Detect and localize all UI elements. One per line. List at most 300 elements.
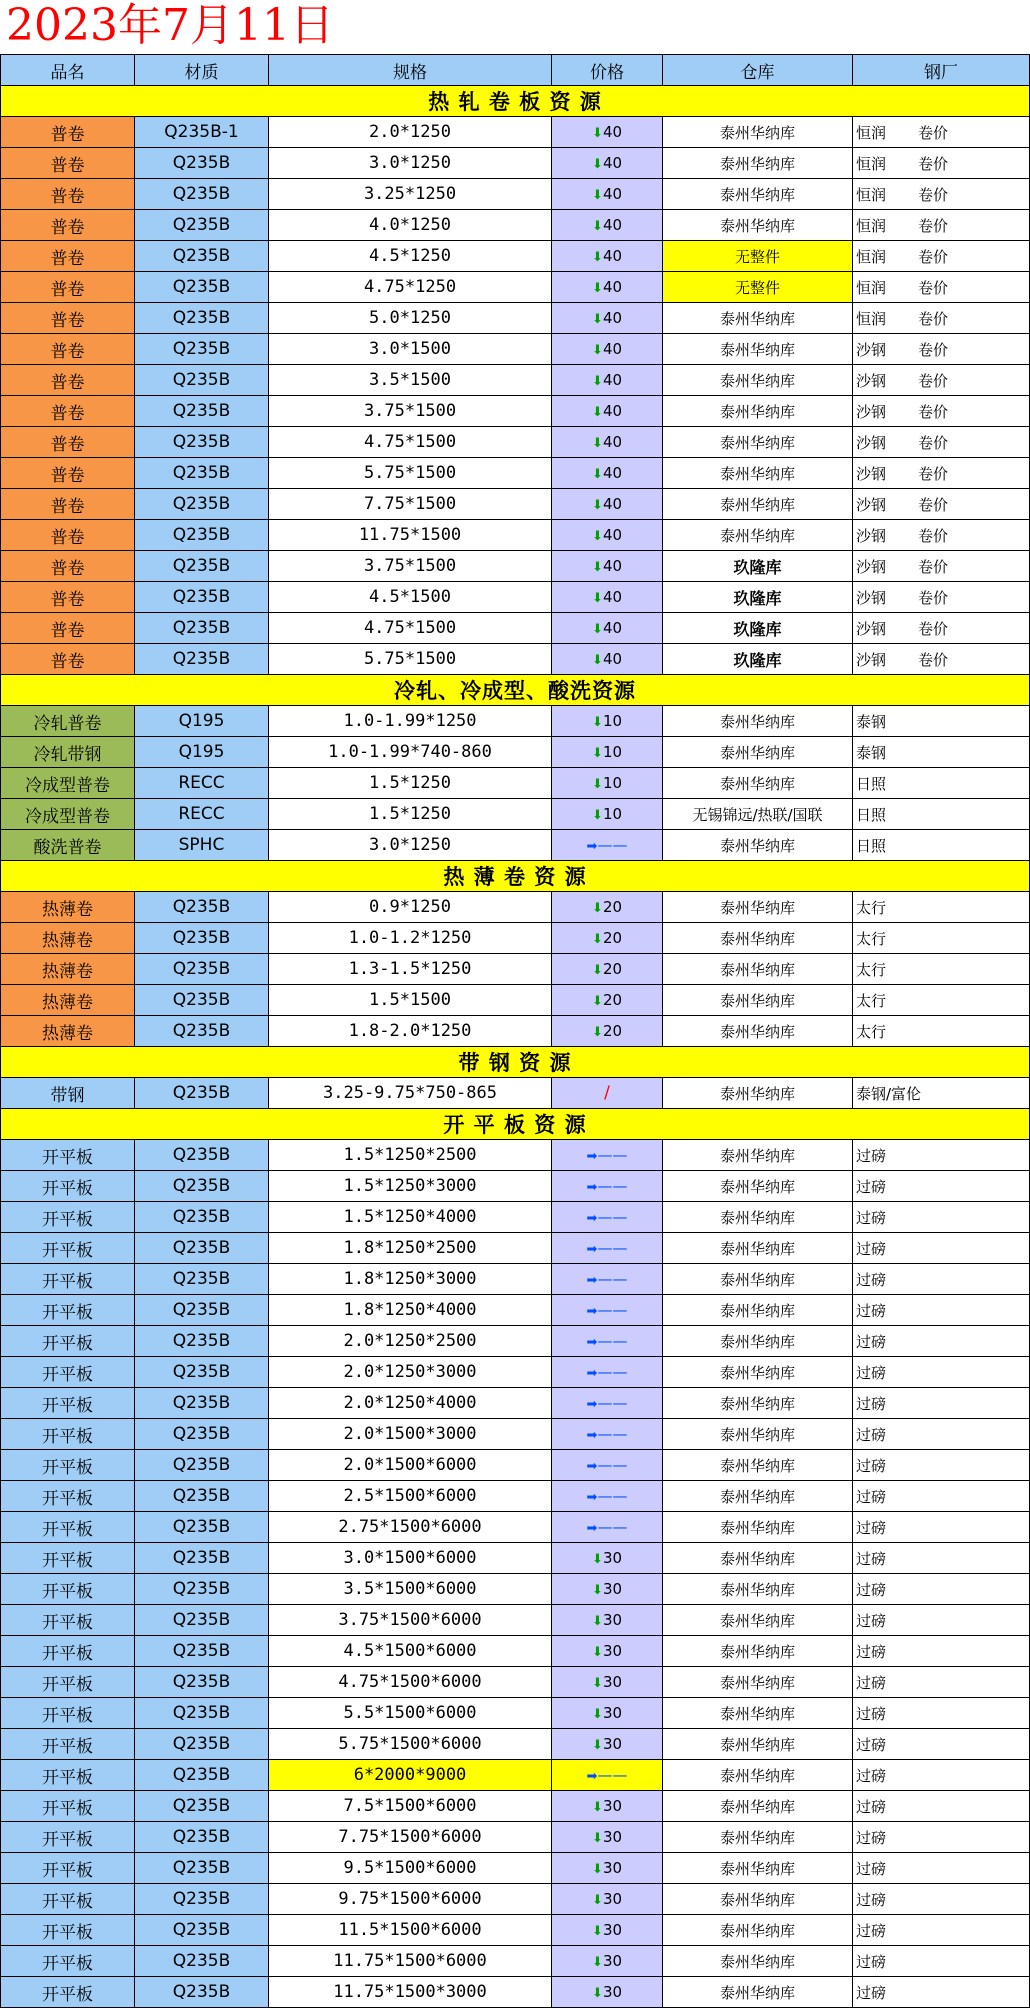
- cell-spec: 1.0-1.99*740-860: [269, 737, 552, 768]
- right-arrow-icon: ➡: [586, 1273, 598, 1288]
- cell-price: [552, 427, 663, 458]
- price-value: ——: [597, 836, 628, 854]
- cell-material: Q235B: [135, 1233, 269, 1264]
- cell-spec: 3.0*1250: [269, 830, 552, 861]
- cell-warehouse: 泰州华纳库: [663, 1388, 853, 1419]
- price-value: ——: [597, 1270, 628, 1288]
- cell-mill: [853, 1419, 1030, 1450]
- down-arrow-icon: ⬇: [592, 1738, 603, 1753]
- mill-name: 过磅: [856, 1890, 887, 1909]
- price-value: 10: [602, 805, 623, 823]
- down-arrow-icon: ⬇: [592, 157, 603, 172]
- down-arrow-icon: ⬇: [592, 808, 603, 823]
- mill-name: 过磅: [856, 1580, 887, 1599]
- cell-warehouse: 泰州华纳库: [663, 303, 853, 334]
- table-row: [1, 520, 1030, 551]
- cell-spec: 9.5*1500*6000: [269, 1853, 552, 1884]
- mill-note: 卷价: [918, 588, 949, 607]
- cell-price: [552, 1667, 663, 1698]
- price-value: ——: [597, 1146, 628, 1164]
- cell-name: 普卷: [1, 396, 135, 427]
- cell-warehouse: 泰州华纳库: [663, 179, 853, 210]
- cell-warehouse: 泰州华纳库: [663, 1202, 853, 1233]
- cell-price: [552, 1078, 663, 1109]
- cell-mill: [853, 551, 1030, 582]
- cell-name: 普卷: [1, 644, 135, 675]
- cell-price: [552, 489, 663, 520]
- price-value: 20: [602, 898, 623, 916]
- table-body: [1, 55, 1030, 2008]
- price-value: 40: [602, 557, 623, 575]
- cell-warehouse: 泰州华纳库: [663, 1326, 853, 1357]
- cell-mill: [853, 1698, 1030, 1729]
- cell-material: Q235B: [135, 520, 269, 551]
- cell-warehouse: 无整件: [663, 241, 853, 272]
- cell-material: Q235B: [135, 489, 269, 520]
- down-arrow-icon: ⬇: [592, 1800, 603, 1815]
- table-row: [1, 1171, 1030, 1202]
- right-arrow-icon: ➡: [586, 1490, 598, 1505]
- cell-name: 普卷: [1, 489, 135, 520]
- cell-material: Q235B: [135, 1171, 269, 1202]
- mill-name: 过磅: [856, 1704, 887, 1723]
- right-arrow-icon: ➡: [586, 1428, 598, 1443]
- cell-warehouse: 玖隆库: [663, 551, 853, 582]
- down-arrow-icon: ⬇: [592, 529, 603, 544]
- down-arrow-icon: ⬇: [592, 1893, 603, 1908]
- mill-name: 泰钢/富伦: [856, 1084, 922, 1103]
- cell-price: [552, 1481, 663, 1512]
- cell-warehouse: 泰州华纳库: [663, 1171, 853, 1202]
- cell-material: Q235B: [135, 1574, 269, 1605]
- down-arrow-icon: ⬇: [592, 653, 603, 668]
- mill-name: 沙钢: [856, 650, 887, 669]
- price-value: 30: [602, 1797, 623, 1815]
- cell-name: 普卷: [1, 582, 135, 613]
- price-table: [0, 54, 1030, 2008]
- cell-material: Q235B: [135, 985, 269, 1016]
- mill-name: 沙钢: [856, 433, 887, 452]
- cell-spec: 1.8*1250*2500: [269, 1233, 552, 1264]
- table-row: [1, 737, 1030, 768]
- price-value: 40: [602, 433, 623, 451]
- cell-warehouse: 泰州华纳库: [663, 892, 853, 923]
- cell-spec: 3.75*1500*6000: [269, 1605, 552, 1636]
- cell-price: [552, 1574, 663, 1605]
- cell-spec: 2.0*1250*3000: [269, 1357, 552, 1388]
- cell-warehouse: 泰州华纳库: [663, 1977, 853, 2008]
- price-value: 30: [602, 1952, 623, 1970]
- cell-warehouse: 泰州华纳库: [663, 117, 853, 148]
- cell-price: [552, 892, 663, 923]
- mill-name: 沙钢: [856, 588, 887, 607]
- cell-spec: 1.8*1250*4000: [269, 1295, 552, 1326]
- cell-name: 冷成型普卷: [1, 768, 135, 799]
- cell-material: RECC: [135, 768, 269, 799]
- cell-material: Q235B: [135, 923, 269, 954]
- table-row: [1, 1946, 1030, 1977]
- cell-price: [552, 582, 663, 613]
- cell-warehouse: 泰州华纳库: [663, 1078, 853, 1109]
- mill-name: 太行: [856, 991, 887, 1010]
- mill-note: 卷价: [918, 340, 949, 359]
- cell-spec: 4.75*1500*6000: [269, 1667, 552, 1698]
- cell-warehouse: 泰州华纳库: [663, 1760, 853, 1791]
- mill-name: 过磅: [856, 1921, 887, 1940]
- cell-material: Q235B: [135, 1481, 269, 1512]
- table-row: [1, 365, 1030, 396]
- cell-spec: 9.75*1500*6000: [269, 1884, 552, 1915]
- mill-name: 沙钢: [856, 402, 887, 421]
- cell-price: [552, 1729, 663, 1760]
- cell-warehouse: 泰州华纳库: [663, 489, 853, 520]
- table-row: [1, 1977, 1030, 2008]
- cell-price: [552, 1791, 663, 1822]
- cell-mill: [853, 1016, 1030, 1047]
- cell-warehouse: 泰州华纳库: [663, 1698, 853, 1729]
- table-row: [1, 1915, 1030, 1946]
- mill-note: 卷价: [918, 154, 949, 173]
- mill-name: 过磅: [856, 1208, 887, 1227]
- cell-price: [552, 458, 663, 489]
- cell-spec: 1.5*1250*4000: [269, 1202, 552, 1233]
- mill-note: 卷价: [918, 433, 949, 452]
- mill-name: 过磅: [856, 1611, 887, 1630]
- cell-mill: [853, 1481, 1030, 1512]
- down-arrow-icon: ⬇: [592, 715, 603, 730]
- mill-name: 过磅: [856, 1270, 887, 1289]
- cell-name: 开平板: [1, 1636, 135, 1667]
- table-row: [1, 1016, 1030, 1047]
- mill-name: 恒润: [856, 216, 887, 235]
- mill-name: 恒润: [856, 309, 887, 328]
- section-title: 热 轧 卷 板 资 源: [1, 86, 1030, 117]
- cell-warehouse: 泰州华纳库: [663, 923, 853, 954]
- cell-mill: [853, 1946, 1030, 1977]
- price-value: 40: [602, 185, 623, 203]
- cell-price: [552, 303, 663, 334]
- price-value: 30: [602, 1611, 623, 1629]
- mill-name: 过磅: [856, 1549, 887, 1568]
- cell-warehouse: 泰州华纳库: [663, 985, 853, 1016]
- cell-name: 冷成型普卷: [1, 799, 135, 830]
- cell-mill: [853, 1264, 1030, 1295]
- mill-name: 过磅: [856, 1735, 887, 1754]
- cell-name: 开平板: [1, 1729, 135, 1760]
- cell-material: Q235B: [135, 1791, 269, 1822]
- mill-name: 过磅: [856, 1983, 887, 2002]
- cell-mill: [853, 737, 1030, 768]
- cell-spec: 4.75*1500: [269, 613, 552, 644]
- cell-price: [552, 396, 663, 427]
- cell-material: Q235B: [135, 210, 269, 241]
- down-arrow-icon: ⬇: [592, 994, 603, 1009]
- cell-material: Q235B: [135, 1543, 269, 1574]
- down-arrow-icon: ⬇: [592, 1552, 603, 1567]
- cell-mill: [853, 1977, 1030, 2008]
- section-header: [1, 1047, 1030, 1078]
- cell-name: 开平板: [1, 1946, 135, 1977]
- right-arrow-icon: ➡: [586, 1521, 598, 1536]
- cell-warehouse: 泰州华纳库: [663, 520, 853, 551]
- cell-spec: 1.5*1250: [269, 799, 552, 830]
- price-value: 40: [602, 278, 623, 296]
- right-arrow-icon: ➡: [586, 1459, 598, 1474]
- table-row: [1, 892, 1030, 923]
- cell-material: Q235B: [135, 1884, 269, 1915]
- down-arrow-icon: ⬇: [592, 746, 603, 761]
- mill-name: 沙钢: [856, 340, 887, 359]
- mill-name: 太行: [856, 1022, 887, 1041]
- cell-price: [552, 644, 663, 675]
- cell-material: Q235B: [135, 334, 269, 365]
- price-value: 20: [602, 991, 623, 1009]
- mill-name: 过磅: [856, 1363, 887, 1382]
- cell-warehouse: 泰州华纳库: [663, 1450, 853, 1481]
- cell-mill: [853, 1729, 1030, 1760]
- cell-warehouse: 泰州华纳库: [663, 1915, 853, 1946]
- cell-name: 开平板: [1, 1202, 135, 1233]
- cell-material: Q235B: [135, 1915, 269, 1946]
- table-row: [1, 1326, 1030, 1357]
- table-row: [1, 303, 1030, 334]
- table-row: [1, 1450, 1030, 1481]
- cell-mill: [853, 892, 1030, 923]
- mill-name: 过磅: [856, 1177, 887, 1196]
- down-arrow-icon: ⬇: [592, 901, 603, 916]
- cell-name: 普卷: [1, 210, 135, 241]
- cell-spec: 4.75*1500: [269, 427, 552, 458]
- cell-price: [552, 1853, 663, 1884]
- mill-name: 沙钢: [856, 464, 887, 483]
- cell-name: 开平板: [1, 1264, 135, 1295]
- table-row: [1, 706, 1030, 737]
- right-arrow-icon: ➡: [586, 1149, 598, 1164]
- cell-material: Q235B: [135, 1667, 269, 1698]
- cell-material: Q235B: [135, 551, 269, 582]
- mill-name: 沙钢: [856, 371, 887, 390]
- cell-mill: [853, 520, 1030, 551]
- cell-warehouse: 泰州华纳库: [663, 737, 853, 768]
- cell-mill: [853, 1574, 1030, 1605]
- mill-name: 过磅: [856, 1239, 887, 1258]
- cell-spec: 2.0*1250*4000: [269, 1388, 552, 1419]
- cell-spec: 3.75*1500: [269, 551, 552, 582]
- cell-mill: [853, 148, 1030, 179]
- cell-mill: [853, 179, 1030, 210]
- cell-mill: [853, 489, 1030, 520]
- cell-price: [552, 241, 663, 272]
- cell-price: [552, 1915, 663, 1946]
- down-arrow-icon: ⬇: [592, 1676, 603, 1691]
- mill-name: 过磅: [856, 1394, 887, 1413]
- cell-price: [552, 1171, 663, 1202]
- right-arrow-icon: ➡: [586, 1366, 598, 1381]
- section-title: 带 钢 资 源: [1, 1047, 1030, 1078]
- table-row: [1, 1543, 1030, 1574]
- cell-spec: 3.0*1500*6000: [269, 1543, 552, 1574]
- price-value: 40: [602, 619, 623, 637]
- mill-name: 过磅: [856, 1456, 887, 1475]
- cell-price: [552, 954, 663, 985]
- mill-note: 卷价: [918, 309, 949, 328]
- cell-mill: [853, 1388, 1030, 1419]
- cell-material: Q235B: [135, 1760, 269, 1791]
- header-spec: 规格: [269, 55, 552, 86]
- down-arrow-icon: ⬇: [592, 963, 603, 978]
- mill-name: 太行: [856, 929, 887, 948]
- down-arrow-icon: ⬇: [592, 250, 603, 265]
- cell-mill: [853, 396, 1030, 427]
- cell-spec: 1.5*1250*3000: [269, 1171, 552, 1202]
- cell-mill: [853, 1884, 1030, 1915]
- cell-name: 开平板: [1, 1574, 135, 1605]
- price-value: ——: [597, 1456, 628, 1474]
- cell-spec: 6*2000*9000: [269, 1760, 552, 1791]
- mill-note: 卷价: [918, 526, 949, 545]
- cell-spec: 2.75*1500*6000: [269, 1512, 552, 1543]
- cell-price: [552, 365, 663, 396]
- cell-material: Q235B: [135, 1202, 269, 1233]
- cell-price: [552, 1636, 663, 1667]
- cell-price: [552, 1946, 663, 1977]
- table-row: [1, 582, 1030, 613]
- price-value: 30: [602, 1890, 623, 1908]
- cell-warehouse: 玖隆库: [663, 644, 853, 675]
- price-value: 40: [602, 123, 623, 141]
- cell-price: [552, 1233, 663, 1264]
- cell-spec: 1.5*1500: [269, 985, 552, 1016]
- mill-name: 沙钢: [856, 495, 887, 514]
- cell-mill: [853, 923, 1030, 954]
- cell-spec: 0.9*1250: [269, 892, 552, 923]
- down-arrow-icon: ⬇: [592, 374, 603, 389]
- mill-note: 卷价: [918, 216, 949, 235]
- table-row: [1, 148, 1030, 179]
- cell-warehouse: 泰州华纳库: [663, 1016, 853, 1047]
- cell-warehouse: 泰州华纳库: [663, 1636, 853, 1667]
- price-value: /: [604, 1083, 610, 1103]
- table-row: [1, 985, 1030, 1016]
- cell-material: Q235B: [135, 241, 269, 272]
- down-arrow-icon: ⬇: [592, 281, 603, 296]
- price-value: ——: [597, 1487, 628, 1505]
- table-row: [1, 1388, 1030, 1419]
- cell-name: 热薄卷: [1, 923, 135, 954]
- cell-price: [552, 1977, 663, 2008]
- down-arrow-icon: ⬇: [592, 1614, 603, 1629]
- cell-material: Q235B: [135, 1264, 269, 1295]
- mill-note: 卷价: [918, 557, 949, 576]
- cell-mill: [853, 1512, 1030, 1543]
- cell-spec: 2.0*1250*2500: [269, 1326, 552, 1357]
- section-title: 开 平 板 资 源: [1, 1109, 1030, 1140]
- cell-material: Q235B: [135, 1450, 269, 1481]
- table-row: [1, 1078, 1030, 1109]
- cell-material: Q235B: [135, 1295, 269, 1326]
- table-row: [1, 1667, 1030, 1698]
- cell-spec: 1.0-1.2*1250: [269, 923, 552, 954]
- right-arrow-icon: ➡: [586, 1242, 598, 1257]
- cell-name: 热薄卷: [1, 892, 135, 923]
- price-value: ——: [597, 1518, 628, 1536]
- cell-spec: 11.75*1500*6000: [269, 1946, 552, 1977]
- cell-spec: 1.8-2.0*1250: [269, 1016, 552, 1047]
- price-value: 30: [602, 1735, 623, 1753]
- cell-warehouse: 泰州华纳库: [663, 1822, 853, 1853]
- price-value: 20: [602, 1022, 623, 1040]
- cell-spec: 5.5*1500*6000: [269, 1698, 552, 1729]
- cell-name: 普卷: [1, 179, 135, 210]
- cell-spec: 4.5*1500*6000: [269, 1636, 552, 1667]
- cell-mill: [853, 334, 1030, 365]
- table-row: [1, 1822, 1030, 1853]
- cell-spec: 2.0*1500*3000: [269, 1419, 552, 1450]
- table-row: [1, 613, 1030, 644]
- cell-material: Q235B: [135, 1822, 269, 1853]
- section-header: [1, 861, 1030, 892]
- cell-price: [552, 737, 663, 768]
- down-arrow-icon: ⬇: [592, 1924, 603, 1939]
- right-arrow-icon: ➡: [586, 1180, 598, 1195]
- cell-warehouse: 泰州华纳库: [663, 210, 853, 241]
- cell-warehouse: 泰州华纳库: [663, 1574, 853, 1605]
- cell-spec: 1.5*1250*2500: [269, 1140, 552, 1171]
- cell-price: [552, 179, 663, 210]
- table-row: [1, 799, 1030, 830]
- header-row: [1, 55, 1030, 86]
- cell-spec: 11.75*1500*3000: [269, 1977, 552, 2008]
- cell-name: 开平板: [1, 1326, 135, 1357]
- mill-name: 恒润: [856, 123, 887, 142]
- down-arrow-icon: ⬇: [592, 777, 603, 792]
- cell-name: 开平板: [1, 1388, 135, 1419]
- price-value: 30: [602, 1549, 623, 1567]
- cell-material: Q235B: [135, 954, 269, 985]
- cell-price: [552, 1822, 663, 1853]
- section-header: [1, 86, 1030, 117]
- table-row: [1, 272, 1030, 303]
- mill-name: 恒润: [856, 247, 887, 266]
- cell-spec: 5.75*1500*6000: [269, 1729, 552, 1760]
- cell-price: [552, 830, 663, 861]
- cell-warehouse: 无整件: [663, 272, 853, 303]
- header-material: 材质: [135, 55, 269, 86]
- price-value: 40: [602, 216, 623, 234]
- table-row: [1, 1264, 1030, 1295]
- cell-warehouse: 泰州华纳库: [663, 1295, 853, 1326]
- cell-price: [552, 706, 663, 737]
- price-value: ——: [597, 1177, 628, 1195]
- mill-name: 泰钢: [856, 712, 887, 731]
- cell-spec: 5.75*1500: [269, 644, 552, 675]
- mill-note: 卷价: [918, 464, 949, 483]
- cell-spec: 4.75*1250: [269, 272, 552, 303]
- mill-name: 过磅: [856, 1952, 887, 1971]
- table-row: [1, 334, 1030, 365]
- cell-mill: [853, 1822, 1030, 1853]
- mill-name: 日照: [856, 836, 887, 855]
- right-arrow-icon: ➡: [586, 839, 598, 854]
- cell-warehouse: 泰州华纳库: [663, 954, 853, 985]
- cell-material: Q235B: [135, 365, 269, 396]
- cell-mill: [853, 427, 1030, 458]
- cell-name: 热薄卷: [1, 1016, 135, 1047]
- down-arrow-icon: ⬇: [592, 1862, 603, 1877]
- table-row: [1, 117, 1030, 148]
- cell-price: [552, 551, 663, 582]
- cell-warehouse: 泰州华纳库: [663, 396, 853, 427]
